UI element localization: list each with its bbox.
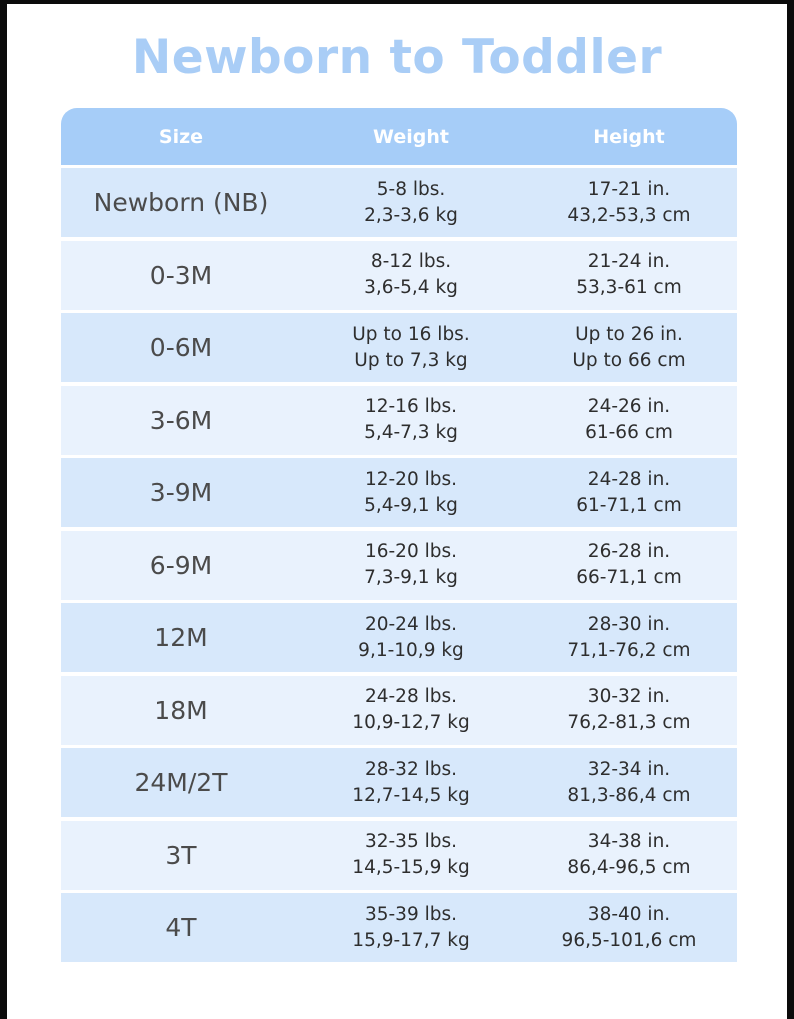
height-in: 28-30 in. [587, 613, 671, 635]
weight-kg: 2,3-3,6 kg [364, 204, 458, 226]
weight-lbs: 28-32 lbs. [364, 758, 458, 780]
weight-lbs: 12-20 lbs. [364, 468, 458, 490]
weight-kg: 3,6-5,4 kg [364, 277, 458, 298]
size-cell: 3T [165, 840, 197, 870]
size-cell: 18M [154, 695, 208, 725]
size-chart-table [61, 108, 737, 966]
height-cm: 53,3-61 cm [576, 277, 682, 298]
weight-lbs: Up to 16 lbs. [352, 323, 470, 345]
weight-kg: 14,5-15,9 kg [352, 857, 470, 878]
height-cm: 66-71,1 cm [576, 567, 682, 588]
size-cell: 3-6M [149, 405, 213, 435]
table-row [61, 458, 737, 527]
weight-kg: 10,9-12,7 kg [352, 712, 470, 733]
size-cell: 12M [154, 623, 208, 652]
weight-lbs: 35-39 lbs. [364, 903, 458, 925]
weight-cell [301, 829, 521, 881]
height-cell [521, 249, 737, 301]
height-cell [521, 539, 737, 591]
weight-lbs: 8-12 lbs. [370, 251, 452, 272]
table-row [61, 168, 737, 237]
weight-cell [301, 322, 521, 374]
size-cell: 0-6M [149, 333, 213, 362]
weight-kg: 12,7-14,5 kg [352, 784, 470, 806]
weight-lbs: 20-24 lbs. [364, 613, 458, 635]
height-in: 32-34 in. [587, 758, 671, 780]
height-in: 38-40 in. [587, 903, 671, 925]
table-row [61, 676, 737, 745]
weight-cell [301, 902, 521, 954]
height-in: Up to 26 in. [575, 323, 683, 345]
size-cell: 4T [165, 913, 197, 942]
weight-kg: 5,4-7,3 kg [364, 422, 458, 443]
height-cm: 86,4-96,5 cm [567, 857, 691, 878]
header-weight: Weight [373, 125, 449, 148]
weight-lbs: 32-35 lbs. [364, 831, 458, 852]
size-cell: 3-9M [149, 478, 213, 507]
height-cm: Up to 66 cm [572, 349, 686, 371]
height-cell [521, 322, 737, 374]
weight-kg: 15,9-17,7 kg [352, 929, 470, 951]
weight-lbs: 5-8 lbs. [376, 178, 446, 200]
size-cell: 6-9M [149, 550, 213, 580]
weight-cell [301, 757, 521, 809]
height-cell [521, 612, 737, 664]
height-in: 24-26 in. [587, 396, 671, 417]
frame-top-border [0, 0, 794, 4]
table-row [61, 893, 737, 962]
size-cell: 0-3M [149, 260, 213, 290]
weight-kg: 5,4-9,1 kg [364, 494, 458, 516]
height-in: 21-24 in. [587, 251, 671, 272]
height-cell [521, 829, 737, 881]
weight-cell [301, 539, 521, 591]
size-cell: 24M/2T [134, 768, 228, 797]
height-cell [521, 902, 737, 954]
frame-left-border [0, 0, 7, 1019]
weight-kg: 9,1-10,9 kg [358, 639, 464, 661]
height-cm: 71,1-76,2 cm [567, 639, 691, 661]
height-in: 26-28 in. [587, 541, 671, 562]
weight-cell [301, 467, 521, 519]
height-in: 17-21 in. [587, 178, 671, 200]
height-cell [521, 757, 737, 809]
frame-right-border [787, 0, 794, 1019]
weight-cell [301, 684, 521, 736]
table-header [61, 108, 737, 165]
height-cm: 81,3-86,4 cm [567, 784, 691, 806]
page-title: Newborn to Toddler [131, 30, 663, 85]
weight-kg: Up to 7,3 kg [354, 349, 468, 371]
height-cell [521, 394, 737, 446]
height-cm: 43,2-53,3 cm [567, 204, 691, 226]
height-cell [521, 177, 737, 229]
table-row [61, 531, 737, 600]
table-row [61, 386, 737, 455]
height-in: 30-32 in. [587, 686, 671, 707]
height-in: 24-28 in. [587, 468, 671, 490]
weight-lbs: 24-28 lbs. [364, 686, 458, 707]
header-size: Size [158, 125, 204, 148]
weight-lbs: 16-20 lbs. [364, 541, 458, 562]
height-cell [521, 467, 737, 519]
table-row [61, 313, 737, 382]
table-row [61, 748, 737, 817]
weight-kg: 7,3-9,1 kg [364, 567, 458, 588]
weight-cell [301, 394, 521, 446]
weight-cell [301, 612, 521, 664]
height-in: 34-38 in. [587, 831, 671, 852]
height-cell [521, 684, 737, 736]
header-height: Height [593, 125, 665, 148]
height-cm: 96,5-101,6 cm [561, 929, 697, 951]
table-row [61, 241, 737, 310]
height-cm: 76,2-81,3 cm [567, 712, 691, 733]
table-row [61, 821, 737, 890]
weight-lbs: 12-16 lbs. [364, 396, 458, 417]
height-cm: 61-66 cm [585, 422, 673, 443]
size-cell: Newborn (NB) [93, 188, 269, 217]
weight-cell [301, 249, 521, 301]
weight-cell [301, 177, 521, 229]
table-row [61, 603, 737, 672]
height-cm: 61-71,1 cm [576, 494, 682, 516]
